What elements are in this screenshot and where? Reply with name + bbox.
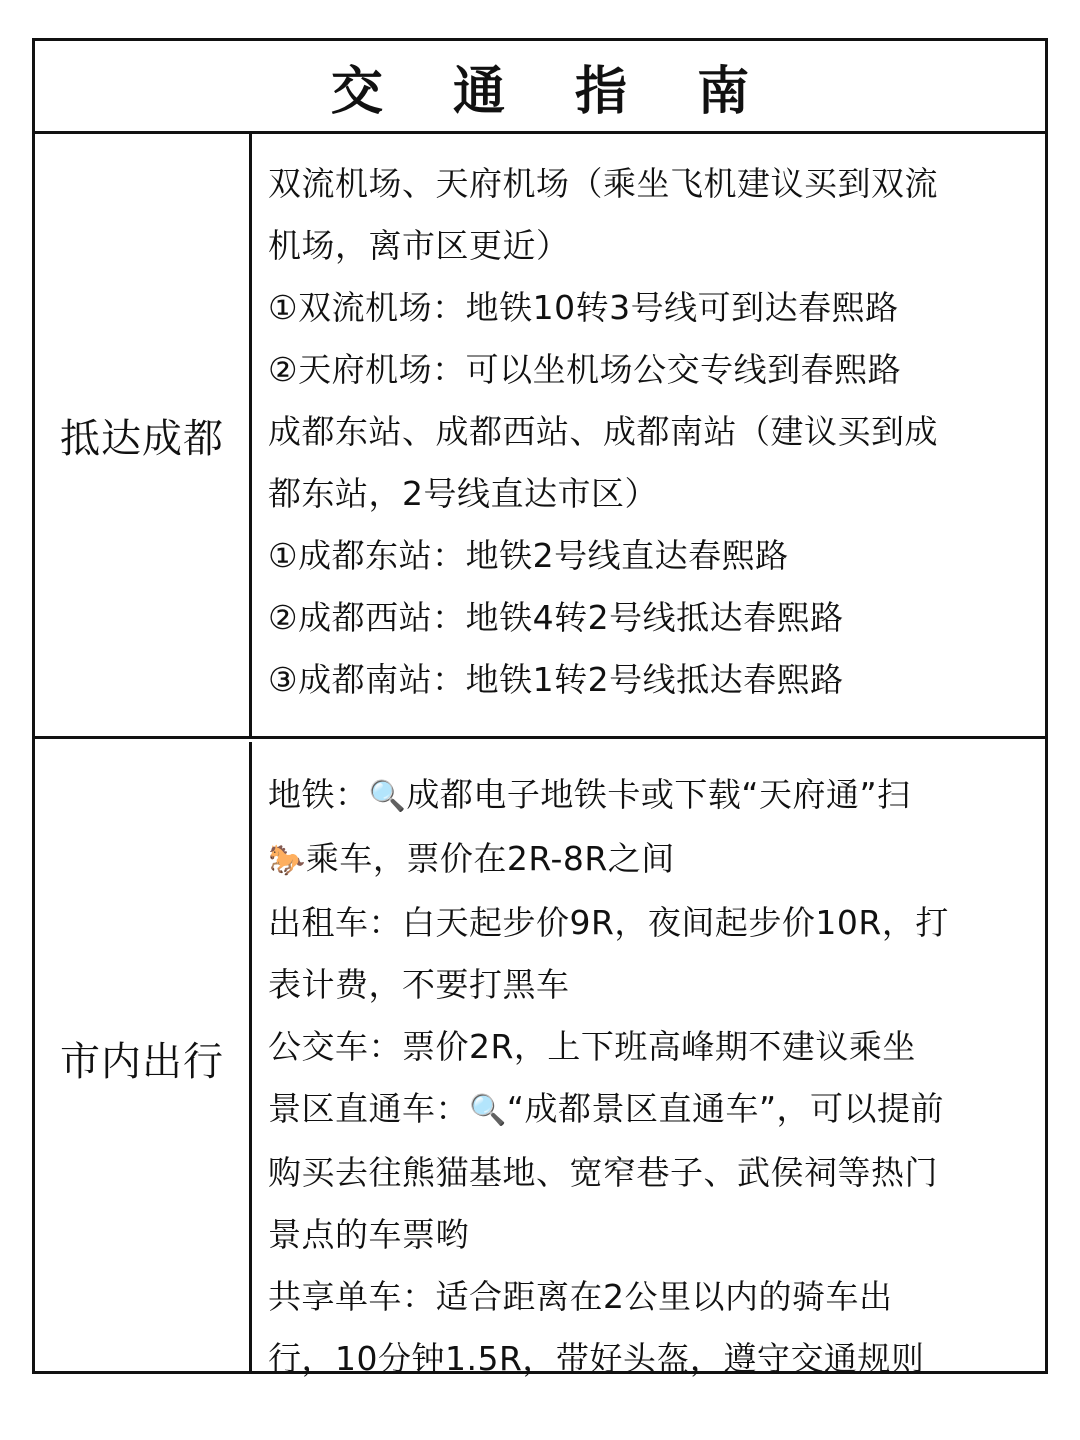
scenic-prefix: 景区直通车： (268, 1089, 469, 1128)
section-label-arrive: 抵达成都 (60, 415, 224, 462)
section-content-arrive (252, 134, 1045, 736)
title-row (35, 41, 1045, 134)
section-arrive-chengdu (35, 134, 1045, 739)
content-line: ②天府机场：可以坐机场公交专线到春熙路 (268, 350, 902, 389)
section-label-city: 市内出行 (60, 1038, 224, 1085)
content-line: 双流机场、天府机场（乘坐飞机建议买到双流 (268, 164, 938, 203)
subway-line-2 (268, 828, 1027, 892)
content-line: ①双流机场：地铁10转3号线可到达春熙路 (268, 288, 899, 327)
section-label-cell (35, 742, 252, 1374)
page-title: 交 通 指 南 (330, 61, 776, 122)
content-line: 机场，离市区更近） (268, 226, 570, 265)
section-content-city (252, 742, 1045, 1378)
taxi-line: 出租车：白天起步价9R，夜间起步价10R，打 (268, 903, 949, 942)
content-line: ①成都东站：地铁2号线直达春熙路 (268, 536, 789, 575)
transport-guide-table (32, 38, 1048, 1378)
search-icon: 🔍 (368, 779, 407, 814)
content-line: 成都东站、成都西站、成都南站（建议买到成 (268, 412, 938, 451)
bus-line: 公交车：票价2R，上下班高峰期不建议乘坐 (268, 1027, 916, 1066)
subway-prefix: 地铁： (268, 775, 369, 814)
scenic-text: “成都景区直通车”，可以提前 (506, 1089, 945, 1128)
content-line: 都东站，2号线直达市区） (268, 474, 658, 513)
horse-icon: 🐎 (268, 843, 306, 878)
content-line: ②成都西站：地铁4转2号线抵达春熙路 (268, 598, 844, 637)
subway-text: 成都电子地铁卡或下载“天府通”扫 (406, 775, 911, 814)
subway-line (268, 764, 1027, 828)
taxi-line-2: 表计费，不要打黑车 (268, 965, 570, 1004)
bike-line: 共享单车：适合距离在2公里以内的骑车出 (268, 1277, 893, 1316)
search-icon: 🔍 (469, 1093, 507, 1128)
subway-text-2: 乘车，票价在2R-8R之间 (305, 839, 675, 878)
scenic-bus-line-2: 购买去往熊猫基地、宽窄巷子、武侯祠等热门 (268, 1153, 938, 1192)
content-line: ③成都南站：地铁1转2号线抵达春熙路 (268, 660, 844, 699)
section-city-transport (35, 742, 1045, 1378)
scenic-bus-line-3: 景点的车票哟 (268, 1215, 469, 1254)
scenic-bus-line (268, 1078, 1027, 1142)
section-label-cell (35, 134, 252, 736)
bike-line-2: 行，10分钟1.5R，带好头盔，遵守交通规则 (268, 1339, 925, 1378)
